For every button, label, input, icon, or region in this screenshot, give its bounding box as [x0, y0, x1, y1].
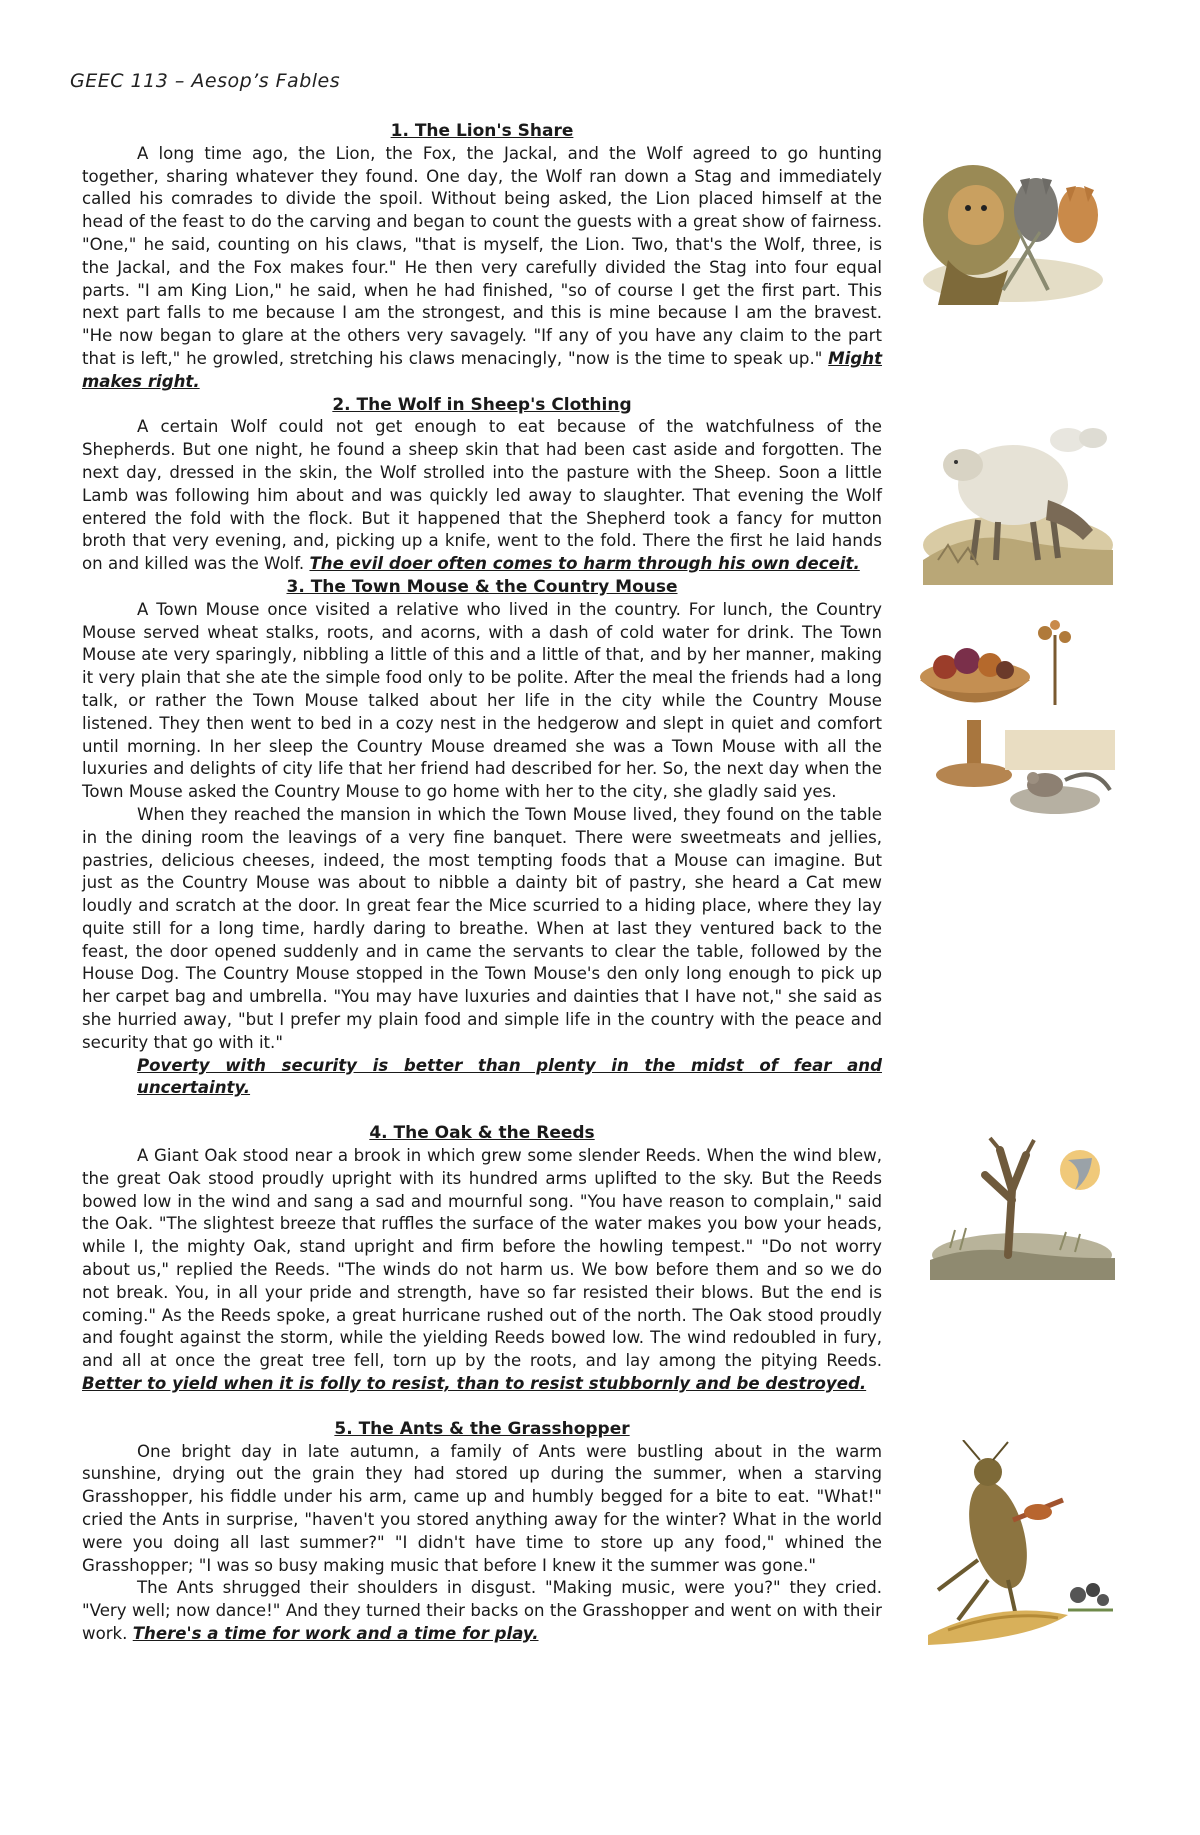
fable-title: 2. The Wolf in Sheep's Clothing [332, 394, 632, 415]
fable-moral: Poverty with security is better than plenty in the midst of fear and uncertainty. [137, 1055, 882, 1098]
fable-paragraph: A Town Mouse once visited a relative who lived in the country. For lunch, the Country Mouse served wheat stalks, roots, and acorns, with a dash of cold water for drink. The Town Mouse ate very sparingly, nibbling a little of this and a little of that, and by her manner, making it very plain that she ate the simple food only to be polite. After the meal the friends had a long talk, or rather the Town Mouse talked about her life in the city while the Country Mouse listened. They then went to bed in a cozy nest in the hedgerow and slept in quiet and comfort until morning. In her sleep the Country Mouse dreamed she was a Town Mouse with all the luxuries and delights of city life that her friend had described for her. So, the next day when the Town Mouse asked the Country Mouse to go home with her to the city, she gladly said yes. [82, 599, 882, 802]
fable-paragraph [82, 1145, 882, 1396]
fable-title: 4. The Oak & the Reeds [369, 1123, 595, 1144]
oak-in-storm-illustration [930, 1130, 1115, 1280]
fable-paragraph [82, 1577, 882, 1645]
fable-moral: Might makes right. [82, 348, 882, 391]
town-mouse-banquet-illustration [905, 615, 1115, 825]
spacer [82, 1396, 882, 1418]
fable-lions-share [82, 120, 882, 394]
fable-paragraph [82, 416, 882, 576]
fable-moral: There's a time for work and a time for play. [132, 1624, 539, 1643]
fable-title: 5. The Ants & the Grasshopper [334, 1418, 630, 1439]
fable-paragraph: One bright day in late autumn, a family of Ants were bustling about in the warm sunshine, drying out the grain they had stored up during the summer, when a starving Grasshopper, his fiddle under his arm, came up and humbly begged for a bite to eat. "What!" cried the Ants in surprise, "haven't you stored anything away for the winter? What in the world were you doing all last summer?" "I didn't have time to store up any food," whined the Grasshopper; "I was so busy making music that before I knew it the summer was gone." [82, 1441, 882, 1575]
paragraph-text: A Giant Oak stood near a brook in which grew some slender Reeds. When the wind blew, the great Oak stood proudly upright with its hundred arms uplifted to the sky. But the Reeds bowed low in the wind and sang a sad and mournful song. "You have reason to complain," said the Oak. "The slightest breeze that ruffles the surface of the water makes you bow your heads, while I, the mighty Oak, stand upright and firm before the howling tempest." "Do not worry about us," replied the Reeds. "The winds do not harm us. We bow before them and so we do not break. You, in all your pride and strength, have so far resisted their blows. But the end is coming." As the Reeds spoke, a great hurricane rushed out of the north. The Oak stood proudly and fought against the storm, while the yielding Reeds bowed low. The wind redoubled in fury, and all at once the great tree fell, torn up by the roots, and lay among the pitying Reeds. [82, 1146, 882, 1371]
fable-title: 3. The Town Mouse & the Country Mouse [286, 576, 678, 597]
fable-town-country-mouse [82, 576, 882, 1100]
paragraph-text: A long time ago, the Lion, the Fox, the Jackal, and the Wolf agreed to go hunting together, sharing whatever they found. One day, the Wolf ran down a Stag and immediately called his comrades to divide the spoil. Without being asked, the Lion placed himself at the head of the feast to do the carving and began to count the guests with a great show of fairness. "One," he said, counting on his claws, "that is myself, the Lion. Two, that's the Wolf, three, is the Jackal, and the Fox makes four." He then very carefully divided the Stag into four equal parts. "I am King Lion," he said, when he had finished, "so of course I get the first part. This next part falls to me because I am the strongest, and this is mine because I am the bravest. "He now began to glare at the others very savagely. "If any of you have any claim to the part that is left," he growled, stretching his claws menacingly, "now is the time to speak up." [82, 143, 882, 368]
wolf-in-sheep-skin-illustration [918, 410, 1113, 585]
spacer [82, 1100, 882, 1122]
grasshopper-with-fiddle-illustration [918, 1440, 1123, 1650]
fable-ants-grasshopper [82, 1418, 882, 1646]
fable-moral: The evil doer often comes to harm through his own deceit. [309, 554, 860, 574]
paragraph-text: The Ants shrugged their shoulders in disgust. "Making music, were you?" they cried. "Very well; now dance!" And they turned their backs on the Grasshopper and went on with their work. [82, 1578, 882, 1643]
document-header: GEEC 113 – Aesop’s Fables [70, 70, 341, 92]
lion-fox-jackal-wolf-illustration [918, 140, 1108, 310]
paragraph-text: A certain Wolf could not get enough to eat because of the watchfulness of the Shepherds. But one night, he found a sheep skin that had been cast aside and forgotten. The next day, dressed in the skin, the Wolf strolled into the pasture with the Sheep. Soon a little Lamb was following him about and was quickly led away to slaughter. That evening the Wolf entered the fold with the flock. But it happened that the Shepherd took a fancy for mutton broth that very evening, and, picking up a knife, went to the fold. There the first he laid hands on and killed was the Wolf. [82, 417, 882, 574]
fable-oak-reeds [82, 1122, 882, 1396]
fables-body [82, 120, 882, 1646]
fable-title: 1. The Lion's Share [390, 121, 574, 141]
fable-paragraph: When they reached the mansion in which the Town Mouse lived, they found on the table in the dining room the leavings of a very fine banquet. There were sweetmeats and jellies, pastries, delicious cheeses, indeed, the most tempting foods that a Mouse can imagine. But just as the Country Mouse was about to nibble a dainty bit of pastry, she heard a Cat mew loudly and scratch at the door. In great fear the Mice scurried to a hiding place, where they lay quite still for a long time, hardly daring to breathe. When at last they ventured back to the feast, the door opened suddenly and in came the servants to clear the table, followed by the House Dog. The Country Mouse stopped in the Town Mouse's den only long enough to pick up her carpet bag and umbrella. "You may have luxuries and dainties that I have not," she said as she hurried away, "but I prefer my plain food and simple life in the country with the peace and security that go with it." [82, 804, 882, 1052]
fable-wolf-sheep [82, 394, 882, 576]
fable-paragraph [82, 143, 882, 394]
fable-moral-line [82, 1055, 882, 1101]
fable-moral: Better to yield when it is folly to resist, than to resist stubbornly and be destroyed. [82, 1374, 867, 1394]
